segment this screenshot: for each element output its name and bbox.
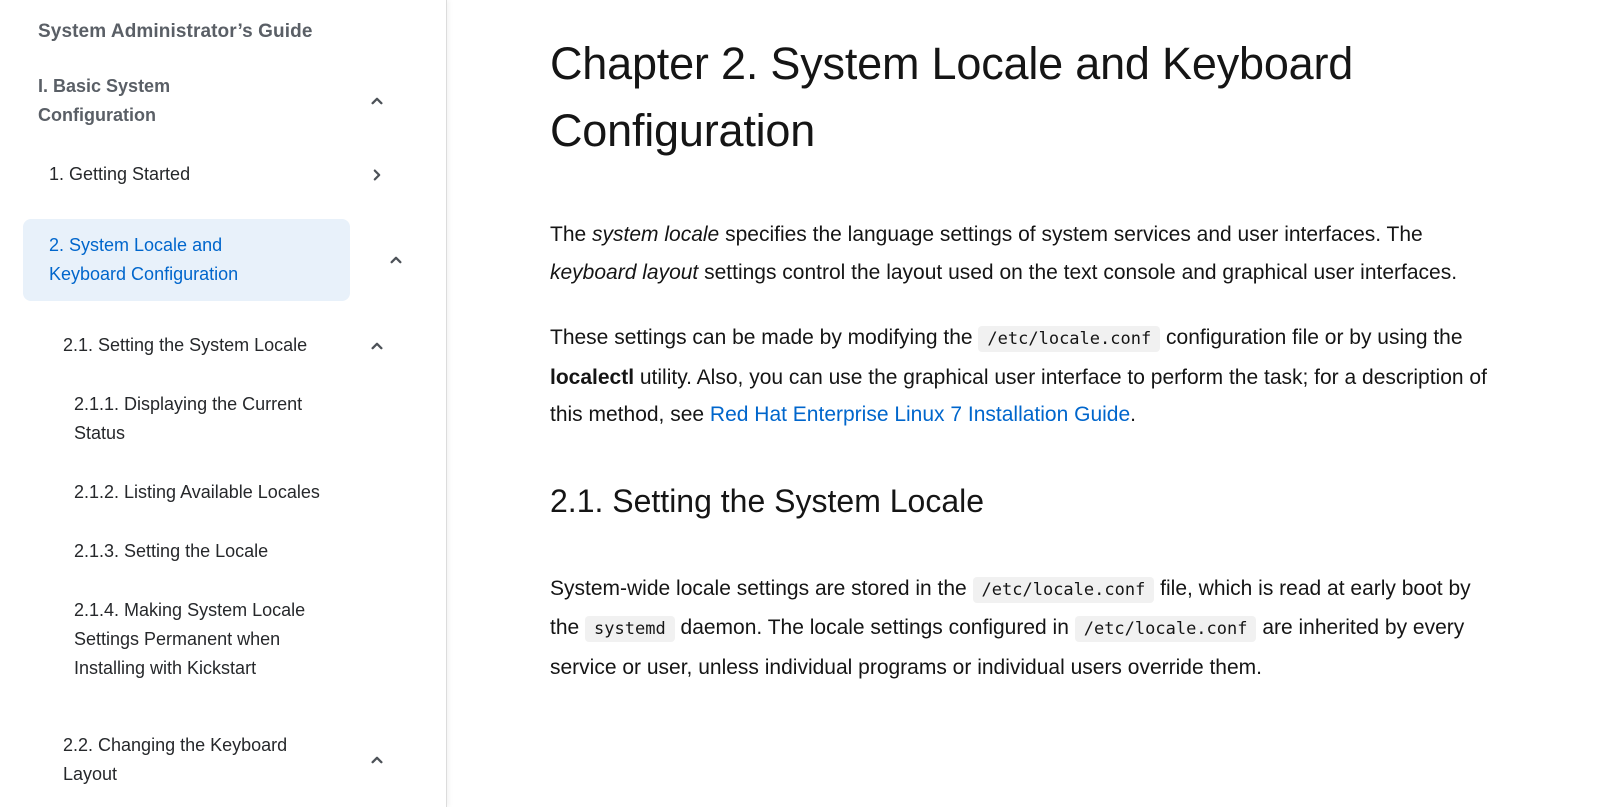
toc-item-basic-system-configuration[interactable] xyxy=(38,72,446,130)
code-span: systemd xyxy=(585,616,675,642)
toc-item-system-locale-and-keyboard[interactable] xyxy=(23,219,350,301)
guide-title[interactable]: System Administrator’s Guide xyxy=(38,21,313,42)
bold-term: localectl xyxy=(550,365,635,389)
toc-item-kickstart-locale-settings[interactable] xyxy=(74,596,446,683)
text-run: settings control the layout used on the text console and graphical user interfaces. xyxy=(698,260,1458,284)
toc-item-label: 1. Getting Started xyxy=(49,164,191,184)
text-run: configuration file or by using the xyxy=(1160,326,1463,349)
text-run: . xyxy=(1130,403,1137,426)
section-heading: 2.1. Setting the System Locale xyxy=(550,482,985,519)
code-span: /etc/locale.conf xyxy=(973,577,1155,603)
toc-item-setting-system-locale[interactable] xyxy=(63,331,446,360)
settings-methods-paragraph xyxy=(550,319,1490,434)
text-run: file, which is read at early boot by the xyxy=(550,576,1471,639)
chevron-up-icon[interactable] xyxy=(370,94,384,108)
italic-term: system locale xyxy=(592,223,720,246)
doc-content-inner xyxy=(550,30,1490,686)
toc-item-label: 2.1.1. Displaying the Current Status xyxy=(74,394,303,443)
text-run: These settings can be made by modifying the xyxy=(550,326,979,349)
chevron-right-icon[interactable] xyxy=(370,168,384,182)
toc-item-changing-keyboard-layout[interactable] xyxy=(63,731,446,789)
toc-item-listing-available-locales[interactable] xyxy=(74,478,446,507)
italic-term: keyboard layout xyxy=(550,260,699,284)
toc-item-label: I. Basic System Configuration xyxy=(38,76,171,125)
toc-item-label: 2.1.4. Making System Locale Settings Permanent when Installing with Kickstart xyxy=(74,600,306,678)
text-run: The xyxy=(550,223,593,246)
toc-item-setting-the-locale[interactable] xyxy=(74,537,446,566)
toc-item-label: 2. System Locale and Keyboard Configuration xyxy=(49,235,239,284)
intro-paragraph xyxy=(550,216,1490,291)
text-run: utility. Also, you can use the graphical user interface to perform the task; for a description of this method, see xyxy=(550,365,1487,426)
toc-item-label: 2.1. Setting the System Locale xyxy=(63,335,308,355)
toc-item-getting-started[interactable] xyxy=(49,160,446,189)
text-run: specifies the language settings of system services and user interfaces. The xyxy=(719,223,1423,246)
doc-content xyxy=(447,0,1600,807)
toc-sidebar xyxy=(0,0,447,807)
text-run: are inherited by every service or user, unless individual programs or individual users override them. xyxy=(550,616,1465,679)
chapter-heading: Chapter 2. System Locale and Keyboard Configuration xyxy=(550,38,1354,156)
text-run: System-wide locale settings are stored in the xyxy=(550,576,973,600)
installation-guide-link[interactable]: Red Hat Enterprise Linux 7 Installation Guide xyxy=(709,403,1131,426)
chevron-up-icon[interactable] xyxy=(370,753,384,767)
locale-storage-paragraph xyxy=(550,570,1490,687)
code-span: /etc/locale.conf xyxy=(1075,616,1257,642)
chevron-up-icon[interactable] xyxy=(370,339,384,353)
toc-item-label: 2.1.2. Listing Available Locales xyxy=(74,482,320,502)
chevron-up-icon[interactable] xyxy=(389,253,403,267)
toc-item-displaying-current-status[interactable] xyxy=(74,390,446,448)
code-span: /etc/locale.conf xyxy=(978,326,1160,352)
toc-item-label: 2.1.3. Setting the Locale xyxy=(74,541,269,561)
text-run: daemon. The locale settings configured in xyxy=(674,616,1075,639)
toc-item-label: 2.2. Changing the Keyboard Layout xyxy=(63,735,288,784)
